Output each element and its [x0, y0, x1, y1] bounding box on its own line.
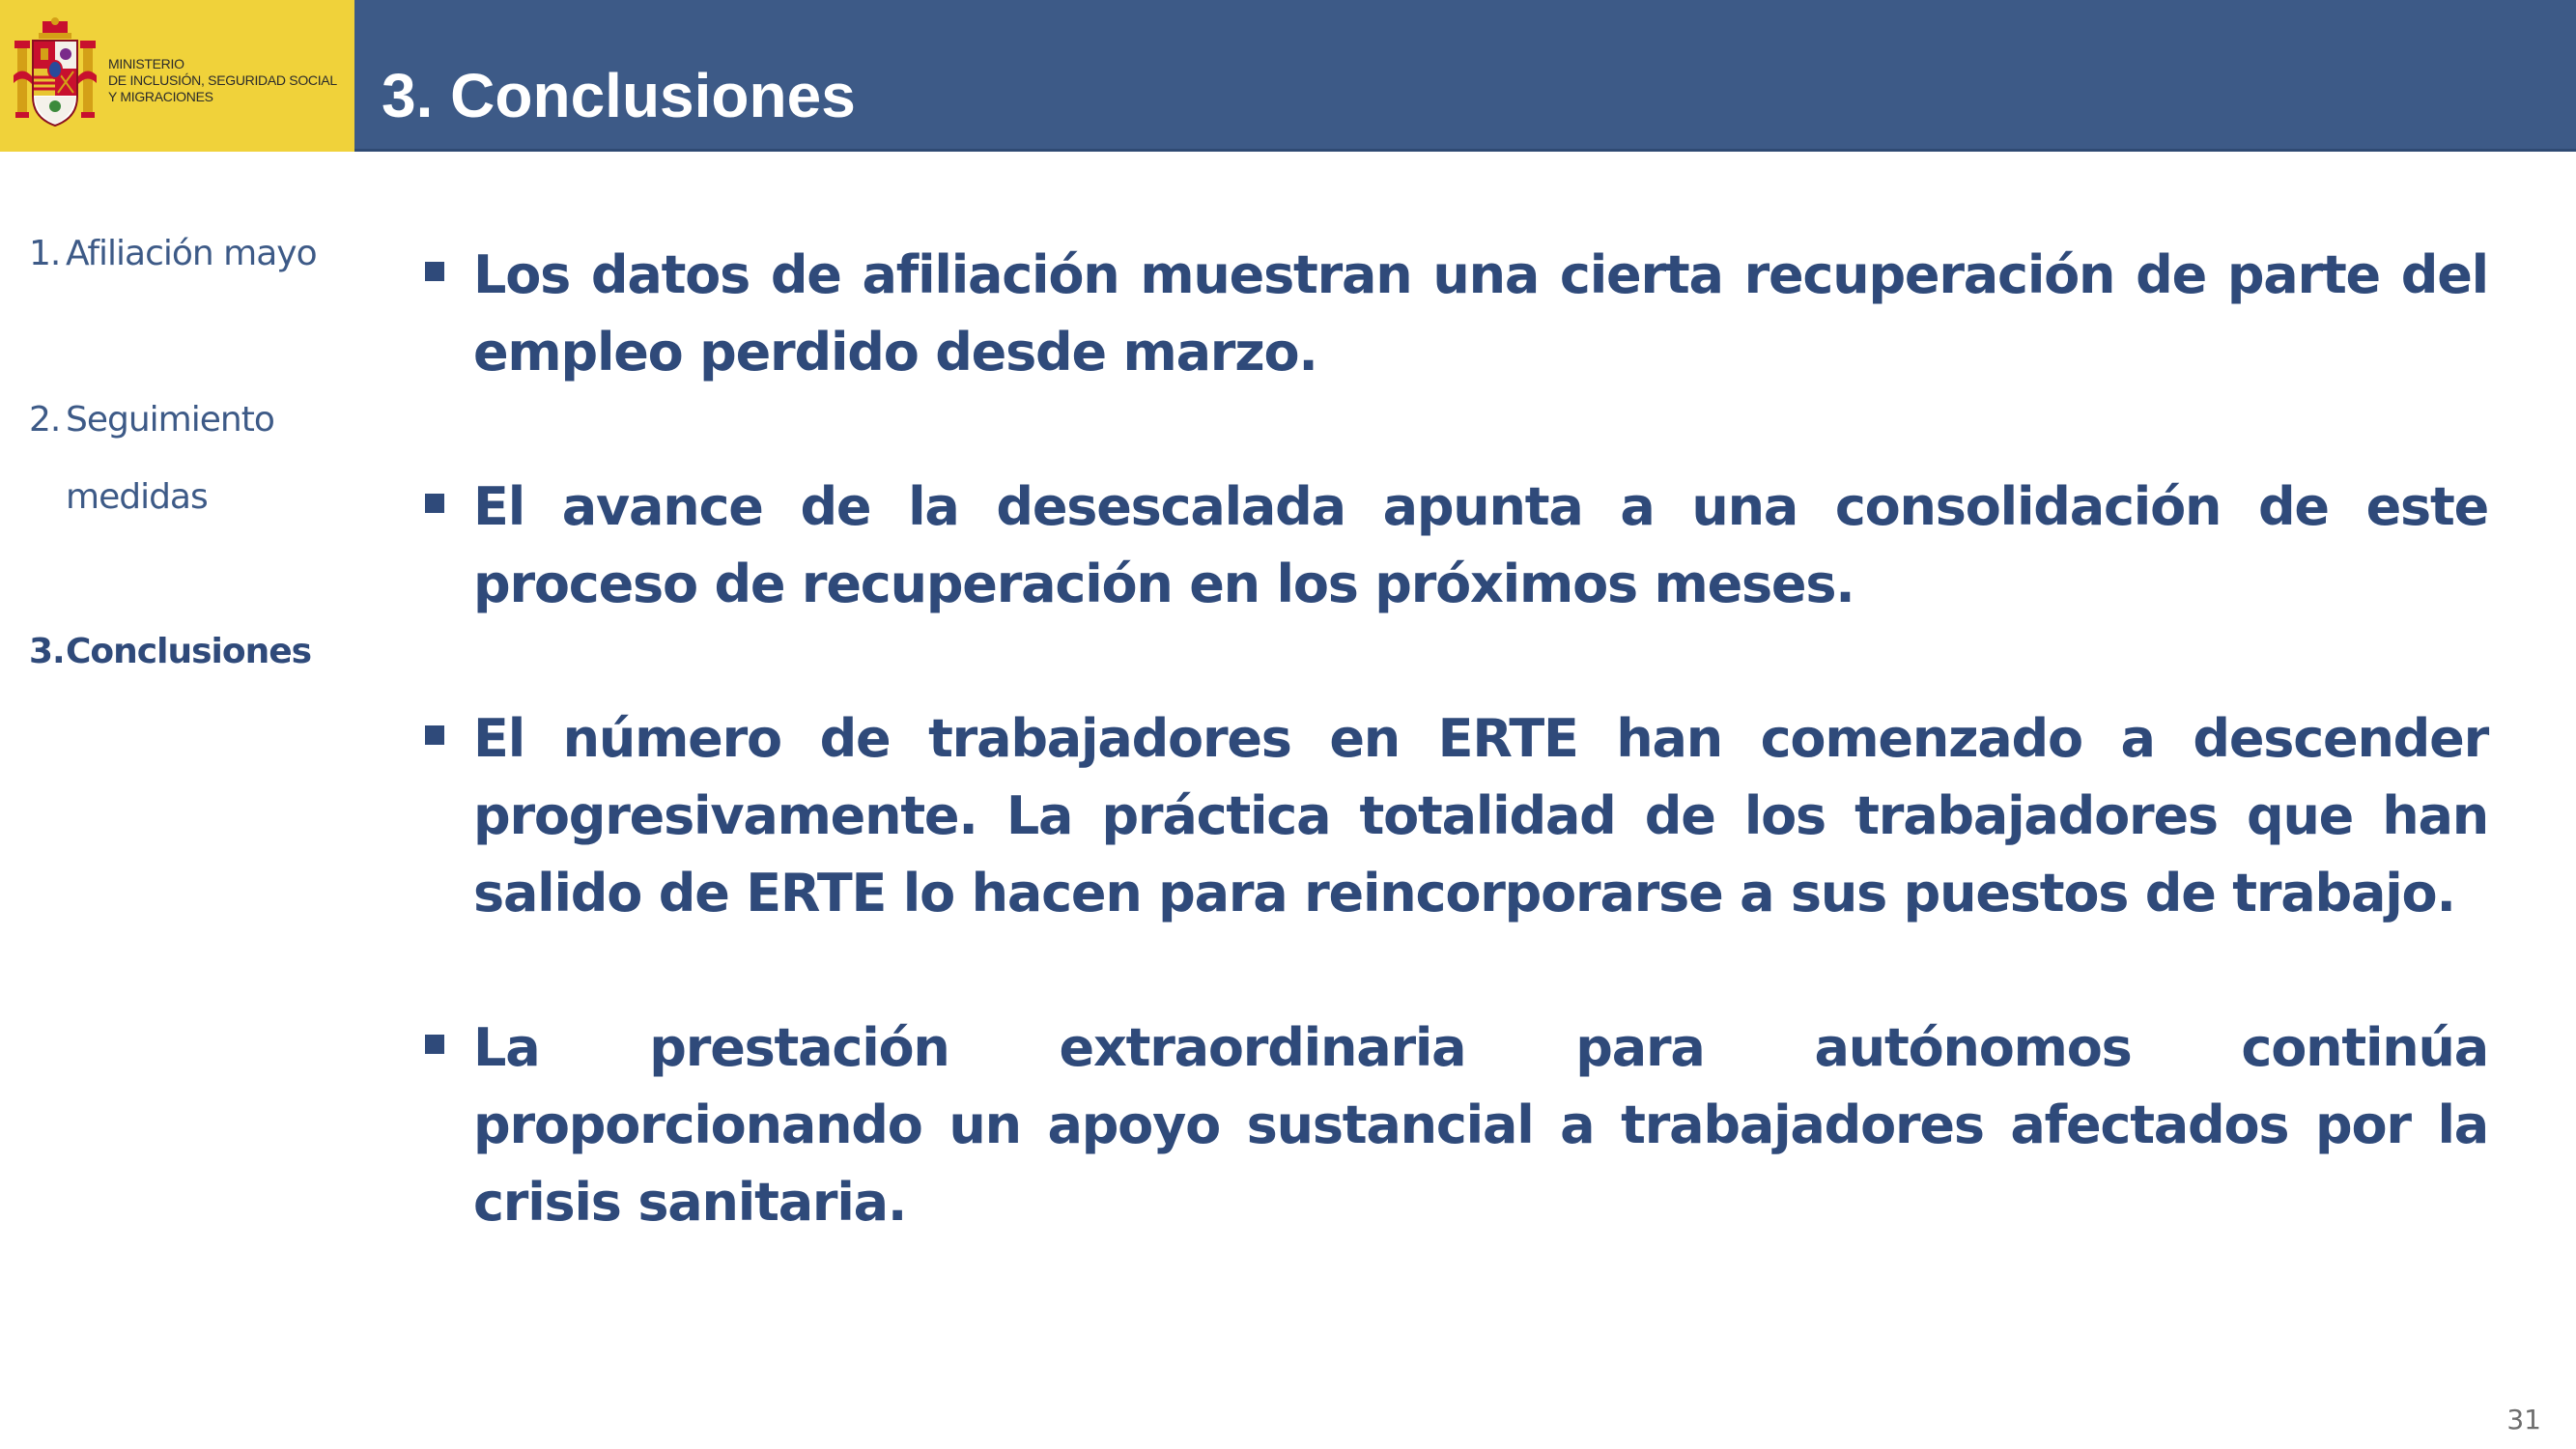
square-bullet-icon: [425, 1035, 444, 1054]
list-item: [421, 1009, 2488, 1241]
page-title: 3. Conclusiones: [382, 61, 856, 130]
nav-item-number: 1.: [29, 234, 61, 273]
ministry-line: Y MIGRACIONES: [108, 89, 213, 104]
section-nav: [29, 227, 348, 768]
nav-item-label-group: [66, 382, 274, 536]
coat-of-arms-icon: [14, 17, 97, 131]
nav-item-number: 2.: [29, 400, 61, 440]
nav-item-seguimiento[interactable]: [29, 382, 348, 536]
nav-item-label: Seguimiento: [66, 400, 274, 440]
list-item-text: Los datos de afiliación muestran una cierta recuperación de parte del empleo perdido desde marzo.: [473, 244, 2488, 383]
ministry-line: MINISTERIO: [108, 56, 184, 71]
nav-item-number: 3.: [29, 632, 65, 671]
page-number: 31: [2506, 1404, 2541, 1435]
list-item: [421, 700, 2488, 932]
title-bar: [354, 0, 2576, 152]
list-item: [421, 237, 2488, 391]
list-item: [421, 469, 2488, 623]
nav-item-conclusiones[interactable]: [29, 613, 348, 691]
ministry-name: [108, 56, 350, 105]
conclusions-list: [421, 237, 2488, 1241]
nav-item-label: Afiliación mayo: [66, 234, 317, 273]
list-item-text: El número de trabajadores en ERTE han comenzado a descender progresivamente. La práctica totalidad de los trabajadores que han salido de ERTE lo hacen para reincorporarse a sus puestos de trabajo.: [473, 708, 2488, 923]
list-item-text: La prestación extraordinaria para autónomos continúa proporcionando un apoyo sustancial a trabajadores afectados por la crisis sanitaria.: [473, 1017, 2488, 1233]
ministry-logo: [0, 0, 354, 152]
nav-item-afiliacion[interactable]: [29, 227, 348, 281]
nav-item-label-line2: medidas: [66, 477, 208, 517]
square-bullet-icon: [425, 494, 444, 513]
nav-item-label: Conclusiones: [66, 632, 312, 671]
ministry-line: DE INCLUSIÓN, SEGURIDAD SOCIAL: [108, 72, 337, 88]
square-bullet-icon: [425, 262, 444, 281]
list-item-text: El avance de la desescalada apunta a una consolidación de este proceso de recuperación en los próximos meses.: [473, 476, 2488, 614]
square-bullet-icon: [425, 725, 444, 745]
